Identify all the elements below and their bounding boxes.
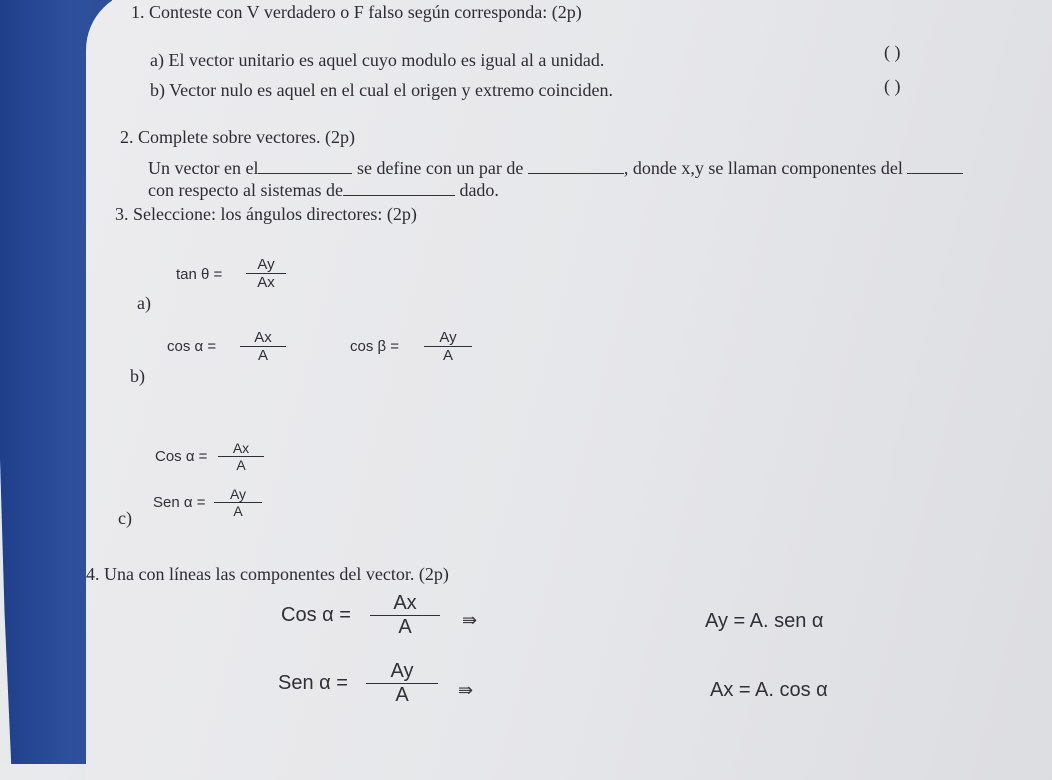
q4-left-1-fraction[interactable] — [370, 592, 440, 639]
q1-item-b: b) Vector nulo es aquel en el cual el origen y extremo coinciden. — [150, 80, 613, 100]
q3-c1-denominator: A — [236, 457, 246, 473]
q3-c2-lhs: Sen α = — [153, 494, 206, 511]
q4-left-2-fraction[interactable] — [366, 660, 438, 707]
q4-left-1-numerator: Ax — [393, 592, 417, 614]
q4-left-2-denominator: A — [395, 684, 409, 706]
q2-line1-text1: Un vector en el — [148, 158, 259, 178]
q4-left-1-denominator: A — [398, 616, 412, 638]
q3-option-a-label: a) — [137, 293, 151, 313]
q4-left-2-lhs: Sen α = — [278, 672, 348, 694]
q4-left-1-lhs: Cos α = — [281, 604, 351, 626]
q2-blank-1[interactable] — [258, 161, 352, 174]
right-arrow-icon: ⇛ — [462, 610, 478, 631]
q3-c1-fraction — [218, 440, 264, 473]
q4-title: 4. Una con líneas las componentes del vector. (2p) — [86, 564, 449, 584]
q3-b1-denominator: A — [257, 347, 268, 364]
q3-title: 3. Seleccione: los ángulos directores: (2p) — [115, 204, 417, 224]
q3-c2-numerator: Ay — [229, 486, 247, 502]
q2-line2-text1: con respecto al sistemas de — [148, 180, 343, 200]
q3-b1-fraction — [240, 329, 286, 364]
q3-a-fraction — [246, 256, 286, 291]
q2-line1-text2: se define con un par de — [356, 158, 524, 178]
q3-a-numerator: Ay — [257, 256, 275, 273]
q2-blank-2[interactable] — [528, 161, 624, 174]
q4-right-2[interactable]: Ax = A. cos α — [710, 679, 828, 701]
q2-line2-text2: dado. — [459, 180, 499, 200]
q1-title: 1. Conteste con V verdadero o F falso según corresponda: (2p) — [131, 2, 582, 22]
q1-item-b-answer-box[interactable]: ( ) — [884, 76, 901, 96]
q3-c2-fraction — [214, 486, 262, 519]
q3-b2-lhs: cos β = — [350, 338, 400, 355]
right-arrow-icon: ⇛ — [458, 680, 474, 701]
q2-line2 — [148, 180, 499, 201]
q1-item-a: a) El vector unitario es aquel cuyo modulo es igual al a unidad. — [150, 50, 605, 70]
q2-title: 2. Complete sobre vectores. (2p) — [120, 127, 355, 147]
q3-b1-lhs: cos α = — [167, 338, 217, 355]
q3-c1-numerator: Ax — [232, 440, 250, 456]
q4-left-2-numerator: Ay — [390, 660, 414, 682]
q3-option-c-label: c) — [118, 508, 132, 528]
q3-a-denominator: Ax — [257, 274, 275, 291]
q2-blank-3[interactable] — [907, 161, 963, 174]
q4-right-1[interactable]: Ay = A. sen α — [705, 610, 824, 632]
q3-c2-denominator: A — [233, 503, 243, 519]
q3-b2-numerator: Ay — [439, 329, 457, 346]
q2-line1-text3: , donde x,y se llaman componentes del — [623, 158, 903, 178]
q3-b1-numerator: Ax — [254, 329, 272, 346]
q3-c1-lhs: Cos α = — [155, 448, 208, 465]
q3-b2-fraction — [424, 329, 472, 364]
worksheet-paper — [86, 0, 1052, 780]
q3-option-b-label: b) — [130, 366, 145, 386]
q1-item-a-answer-box[interactable]: ( ) — [884, 42, 901, 62]
q2-blank-4[interactable] — [343, 183, 455, 196]
q3-b2-denominator: A — [442, 347, 453, 364]
q3-a-lhs: tan θ = — [176, 266, 223, 283]
q2-line1 — [148, 158, 963, 179]
